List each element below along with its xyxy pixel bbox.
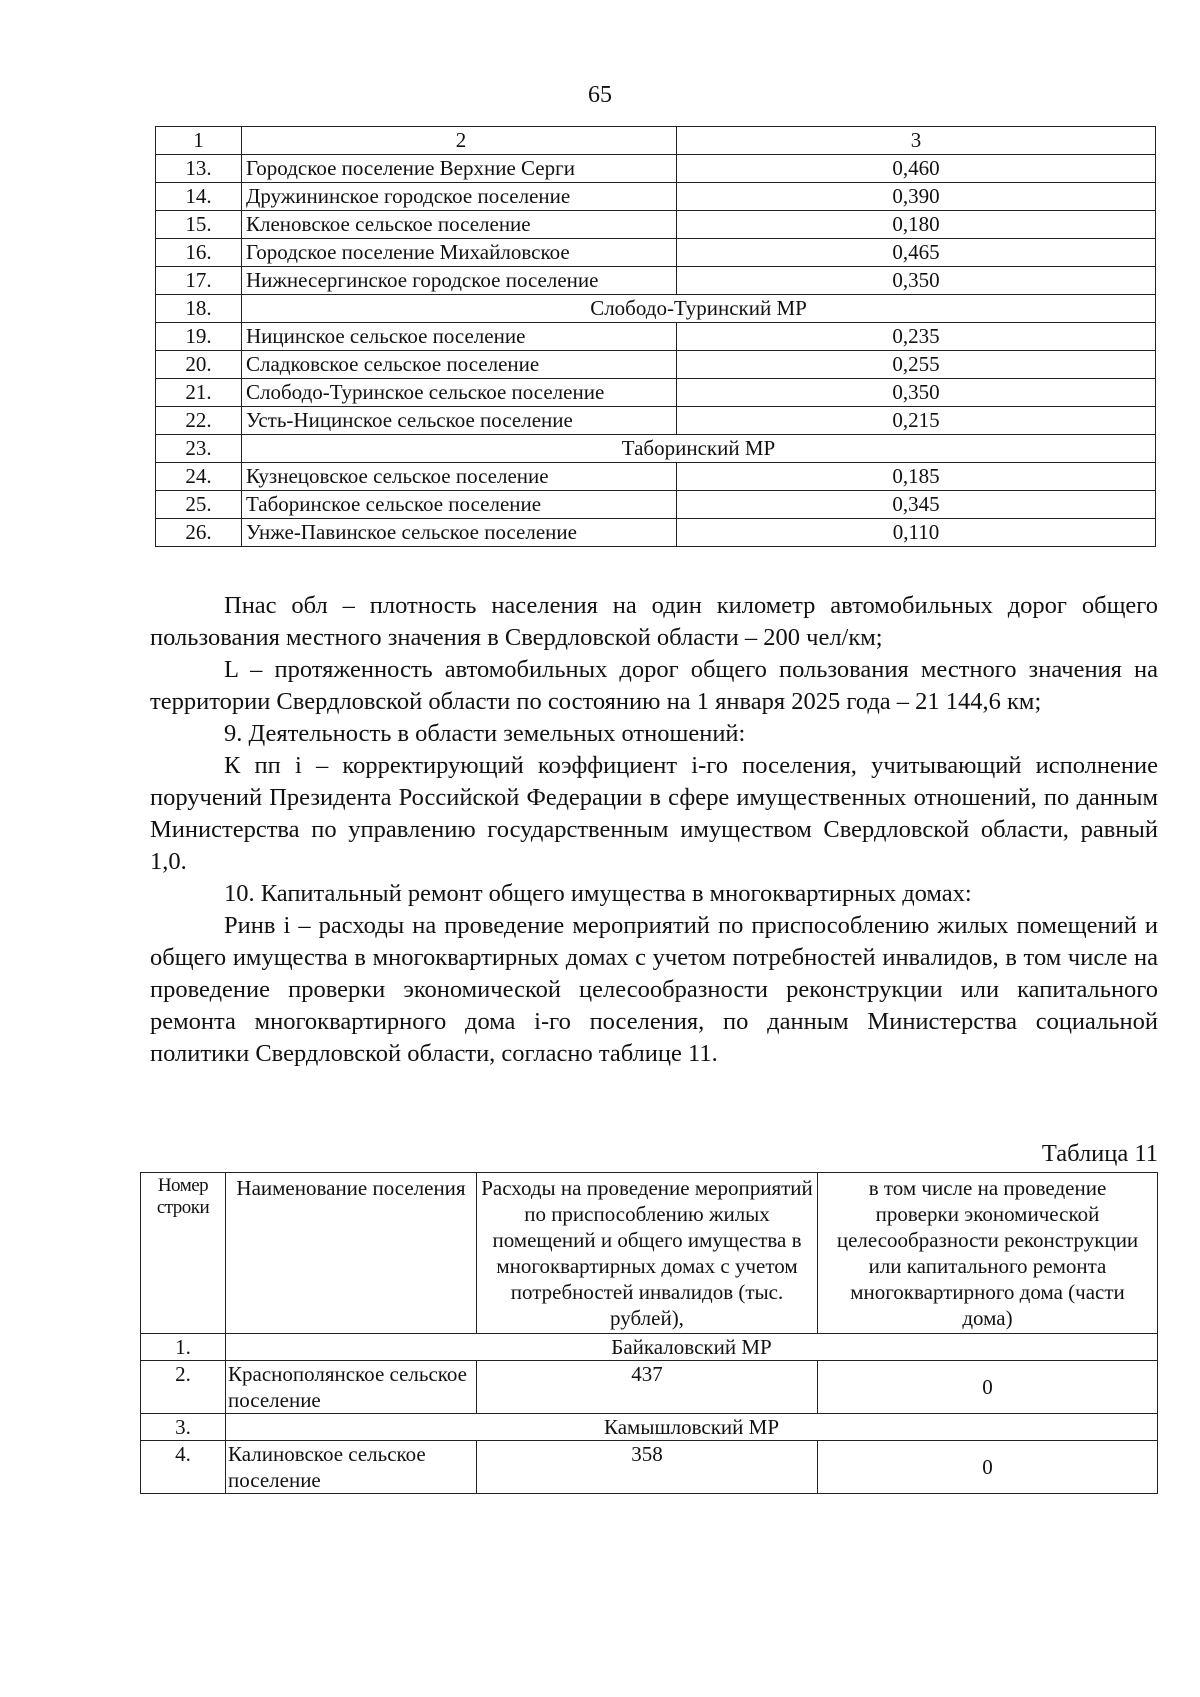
- settlement-name: Дружининское городское поселение: [242, 183, 677, 211]
- row-number: 14.: [156, 183, 242, 211]
- row-number: 17.: [156, 267, 242, 295]
- settlement-name: Усть-Ницинское сельское поселение: [242, 407, 677, 435]
- district-name: Камышловский МР: [226, 1414, 1158, 1441]
- header-cell: 3: [677, 127, 1156, 155]
- coefficient-value: 0,255: [677, 351, 1156, 379]
- settlement-name: Таборинское сельское поселение: [242, 491, 677, 519]
- table-row: [156, 463, 1156, 491]
- table-row: [141, 1441, 1158, 1494]
- settlement-name: Городское поселение Верхние Серги: [242, 155, 677, 183]
- header-cell: 1: [156, 127, 242, 155]
- row-number: 23.: [156, 435, 242, 463]
- coefficient-value: 0,350: [677, 267, 1156, 295]
- table-row: [156, 267, 1156, 295]
- row-number: 20.: [156, 351, 242, 379]
- settlement-name: Калиновское сельское поселение: [226, 1441, 477, 1494]
- coefficient-value: 0,215: [677, 407, 1156, 435]
- inspection-value: 0: [818, 1361, 1158, 1414]
- section-row: [156, 435, 1156, 463]
- table-row: [156, 155, 1156, 183]
- row-number: 24.: [156, 463, 242, 491]
- paragraph-section-10-heading: 10. Капитальный ремонт общего имущества в многоквартирных домах:: [224, 880, 972, 907]
- table-caption: Таблица 11: [1041, 1140, 1158, 1167]
- row-number: 15.: [156, 211, 242, 239]
- settlement-name: Городское поселение Михайловское: [242, 239, 677, 267]
- inspection-value: 0: [818, 1441, 1158, 1494]
- table-row: [156, 407, 1156, 435]
- row-number: 21.: [156, 379, 242, 407]
- coefficient-value: 0,350: [677, 379, 1156, 407]
- row-number: 16.: [156, 239, 242, 267]
- row-number: 19.: [156, 323, 242, 351]
- body-text: [150, 590, 1158, 1070]
- row-number: 3.: [141, 1414, 226, 1441]
- row-number: 25.: [156, 491, 242, 519]
- header-expenses: Расходы на проведение мероприятий по приспособлению жилых помещений и общего имущества в многоквартирных домах с учетом потребностей инвалидов (тыс. рублей),: [477, 1173, 818, 1334]
- paragraph-road-length: L – протяженность автомобильных дорог общего пользования местного значения на территории Свердловской области по состоянию на 1 января 2025 года – 21 144,6 км;: [150, 656, 1158, 715]
- paragraph-r-inv-expenses: Ринв i – расходы на проведение мероприятий по приспособлению жилых помещений и общего имущества в многоквартирных домах с учетом потребностей инвалидов, в том числе на проведение проверки экономической целесообразности реконструкции или капитального ремонта многоквартирного дома i-го поселения, по данным Министерства социальной политики Свердловской области, согласно таблице 11.: [150, 912, 1158, 1067]
- table-row: [156, 183, 1156, 211]
- coefficient-value: 0,390: [677, 183, 1156, 211]
- table-row: [156, 491, 1156, 519]
- row-number: 4.: [141, 1441, 226, 1494]
- settlement-name: Кленовское сельское поселение: [242, 211, 677, 239]
- paragraph-population-density: Пнас обл – плотность населения на один километр автомобильных дорог общего пользования местного значения в Свердловской области – 200 чел/км;: [150, 592, 1158, 651]
- coefficient-value: 0,235: [677, 323, 1156, 351]
- section-row: [141, 1414, 1158, 1441]
- coefficient-value: 0,345: [677, 491, 1156, 519]
- settlement-name: Ницинское сельское поселение: [242, 323, 677, 351]
- settlement-name: Краснополянское сельское поселение: [226, 1361, 477, 1414]
- header-inspection-expenses: в том числе на проведение проверки экономической целесообразности реконструкции или капитального ремонта многоквартирного дома (части дома): [818, 1173, 1158, 1334]
- expenses-value: 358: [477, 1441, 818, 1494]
- row-number: 13.: [156, 155, 242, 183]
- table-row: [156, 323, 1156, 351]
- row-number: 2.: [141, 1361, 226, 1414]
- section-row: [141, 1334, 1158, 1361]
- header-row-number: Номер строки: [141, 1173, 226, 1334]
- coefficient-value: 0,465: [677, 239, 1156, 267]
- coefficients-table: [155, 126, 1156, 547]
- settlement-name: Сладковское сельское поселение: [242, 351, 677, 379]
- header-settlement-name: Наименование поселения: [226, 1173, 477, 1334]
- header-cell: 2: [242, 127, 677, 155]
- district-name: Слободо-Туринский МР: [242, 295, 1156, 323]
- paragraph-k-pp-coefficient: К пп i – корректирующий коэффициент i-го поселения, учитывающий исполнение поручений Президента Российской Федерации в сфере имущественных отношений, по данным Министерства по управлению государственным имуществом Свердловской области, равный 1,0.: [150, 752, 1158, 875]
- settlement-name: Кузнецовское сельское поселение: [242, 463, 677, 491]
- table-header-row: [141, 1173, 1158, 1334]
- table-row: [156, 379, 1156, 407]
- row-number: 18.: [156, 295, 242, 323]
- table-11: [140, 1172, 1158, 1494]
- section-row: [156, 295, 1156, 323]
- table-row: [141, 1361, 1158, 1414]
- coefficient-value: 0,110: [677, 519, 1156, 547]
- table-row: [156, 239, 1156, 267]
- row-number: 26.: [156, 519, 242, 547]
- table-row: [156, 519, 1156, 547]
- coefficient-value: 0,180: [677, 211, 1156, 239]
- table-row: [156, 351, 1156, 379]
- district-name: Таборинский МР: [242, 435, 1156, 463]
- settlement-name: Нижнесергинское городское поселение: [242, 267, 677, 295]
- district-name: Байкаловский МР: [226, 1334, 1158, 1361]
- page-number: 65: [588, 82, 612, 108]
- table-header-row: [156, 127, 1156, 155]
- expenses-value: 437: [477, 1361, 818, 1414]
- settlement-name: Слободо-Туринское сельское поселение: [242, 379, 677, 407]
- coefficient-value: 0,460: [677, 155, 1156, 183]
- row-number: 1.: [141, 1334, 226, 1361]
- table-row: [156, 211, 1156, 239]
- row-number: 22.: [156, 407, 242, 435]
- paragraph-section-9-heading: 9. Деятельность в области земельных отношений:: [224, 720, 746, 747]
- coefficient-value: 0,185: [677, 463, 1156, 491]
- settlement-name: Унже-Павинское сельское поселение: [242, 519, 677, 547]
